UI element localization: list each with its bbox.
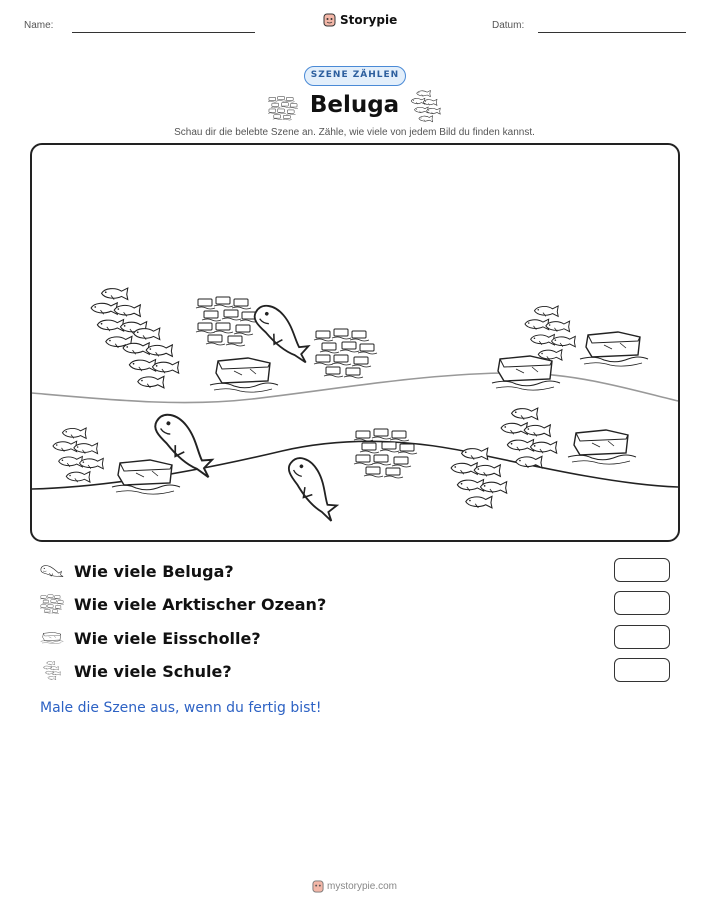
ice-floe-icon bbox=[40, 628, 64, 648]
date-line[interactable] bbox=[538, 32, 686, 33]
question-row bbox=[40, 658, 670, 684]
scene-count-badge: SZENE ZÄHLEN bbox=[304, 66, 406, 86]
instructions-subtitle: Schau dir die belebte Szene an. Zähle, wie viele von jedem Bild du finden kannst. bbox=[174, 127, 535, 138]
school-of-fish-icon bbox=[501, 408, 557, 468]
storypie-icon bbox=[312, 880, 324, 893]
school-of-fish-icon bbox=[525, 306, 575, 360]
answer-box-beluga[interactable] bbox=[614, 558, 670, 582]
answer-box-school[interactable] bbox=[614, 658, 670, 682]
ice-floe-icon bbox=[112, 460, 180, 494]
counting-scene bbox=[30, 143, 680, 542]
school-of-fish-icon bbox=[91, 288, 147, 348]
beluga-icon bbox=[246, 301, 321, 362]
page-title: Beluga bbox=[309, 92, 400, 118]
school-of-fish-icon bbox=[40, 661, 64, 681]
school-of-fish-icon bbox=[451, 448, 507, 508]
ice-floe-icon bbox=[580, 332, 648, 366]
answer-box-arctic-ocean[interactable] bbox=[614, 591, 670, 615]
beluga-icon bbox=[40, 561, 64, 581]
beluga-icon bbox=[278, 453, 352, 521]
school-of-fish-icon bbox=[409, 90, 443, 124]
question-text: Wie viele Eisscholle? bbox=[74, 628, 261, 648]
footer bbox=[0, 880, 709, 893]
ice-floe-icon bbox=[492, 356, 560, 390]
answer-box-ice-floe[interactable] bbox=[614, 625, 670, 649]
question-row bbox=[40, 625, 670, 651]
question-row bbox=[40, 558, 670, 584]
footer-link[interactable]: mystorypie.com bbox=[326, 881, 397, 893]
date-label: Datum: bbox=[492, 20, 525, 31]
question-text: Wie viele Arktischer Ozean? bbox=[74, 594, 327, 614]
storypie-icon bbox=[323, 13, 336, 27]
question-row bbox=[40, 591, 670, 617]
ice-floe-icon bbox=[210, 358, 278, 392]
brand-logo bbox=[323, 13, 397, 27]
arctic-ocean-icon bbox=[354, 429, 417, 478]
school-of-fish-icon bbox=[53, 428, 103, 482]
arctic-ocean-icon bbox=[314, 329, 377, 378]
brand-name: Storypie bbox=[340, 13, 398, 27]
name-line[interactable] bbox=[72, 32, 255, 33]
arctic-ocean-icon bbox=[40, 594, 64, 614]
name-label: Name: bbox=[24, 20, 54, 31]
arctic-ocean-icon bbox=[196, 297, 259, 346]
question-text: Wie viele Beluga? bbox=[74, 561, 234, 581]
question-text: Wie viele Schule? bbox=[74, 661, 232, 681]
coloring-instruction: Male die Szene aus, wenn du fertig bist! bbox=[40, 700, 322, 716]
ice-floe-icon bbox=[568, 430, 636, 464]
